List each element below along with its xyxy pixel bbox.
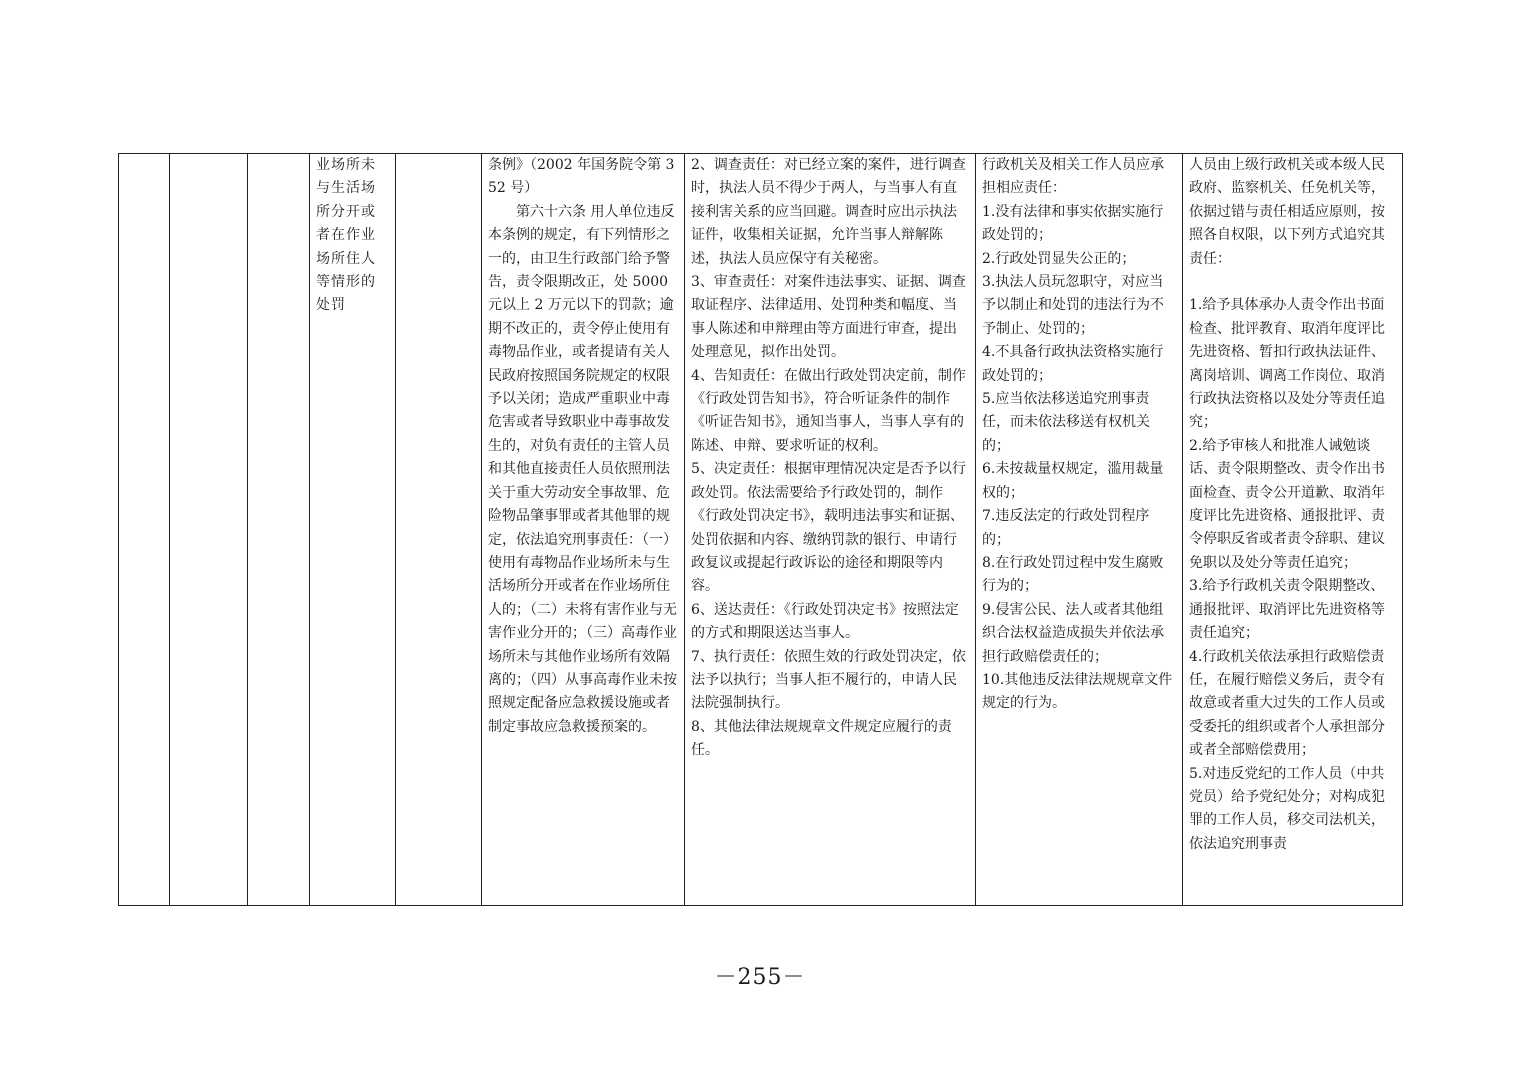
basis-line: 条例》（2002 年国务院令第 352 号）	[488, 157, 675, 197]
basis-article: 第六十六条 用人单位违反本条例的规定，有下列情形之一的，由卫生行政部门给予警告，责令限期改正，处 5000 元以上 2 万元以下的罚款；逾期不改正的，责令停止使用有毒物品作业，或者提请有关人民政府按照国务院规定的权限予以关闭；造成严重职业中毒危害或者导致职业中毒事故发生的，对负有责任的主管人员和其他直接责任人员依照刑法关于重大劳动安全事故罪、危险物品肇事罪或者其他罪的规定，依法追究刑事责任：（一）使用有毒物品作业场所未与生活场所分开或者在作业场所住人的；（二）未将有害作业与无害作业分开的；（三）高毒作业场所未与其他作业场所有效隔离的；（四）从事高毒作业未按照规定配备应急救援设施或者制定事故应急救援预案的。	[488, 203, 677, 735]
responsibility-item: 8、其他法律法规规章文件规定应履行的责任。	[691, 718, 952, 759]
penalty-item: 4.行政机关依法承担行政赔偿责任，在履行赔偿义务后，责令有故意或者重大过失的工作人员或受委托的组织或者个人承担部分或者全部赔偿费用；	[1189, 648, 1385, 759]
blank-line	[1189, 271, 1396, 294]
cell-accountability-situations	[976, 154, 1183, 906]
cell-responsibilities	[685, 154, 976, 906]
penalty-item: 3.给予行政机关责令限期整改、通报批评、取消评比先进资格等责任追究；	[1189, 578, 1385, 642]
accountability-item: 7.违反法定的行政处罚程序的；	[982, 508, 1150, 548]
accountability-item: 9.侵害公民、法人或者其他组织合法权益造成损失并依法承担行政赔偿责任的；	[982, 601, 1164, 665]
cell-legal-basis	[482, 154, 685, 906]
responsibility-item: 2、调查责任：对已经立案的案件，进行调查时，执法人员不得少于两人，与当事人有直接利害关系的应当回避。调查时应出示执法证件，收集相关证据，允许当事人辩解陈述，执法人员应保守有关秘密。	[691, 157, 966, 267]
accountability-intro: 行政机关及相关工作人员应承担相应责任：	[982, 157, 1164, 197]
responsibility-table	[118, 153, 1403, 906]
responsibility-item: 7、执行责任：依照生效的行政处罚决定，依法予以执行；当事人拒不履行的，申请人民法院强制执行。	[691, 648, 966, 712]
responsibility-item: 5、决定责任：根据审理情况决定是否予以行政处罚。依法需要给予行政处罚的，制作《行政处罚决定书》，载明违法事实和证据、处罚依据和内容、缴纳罚款的银行、申请行政复议或提起行政诉讼的途径和期限等内容。	[691, 461, 966, 595]
penalty-item: 5.对违反党纪的工作人员（中共党员）给予党纪处分；对构成犯罪的工作人员，移交司法机关，依法追究刑事责	[1189, 765, 1385, 852]
accountability-item: 10.其他违反法律法规规章文件规定的行为。	[982, 671, 1173, 712]
cell-col1	[119, 154, 170, 906]
accountability-item: 6.未按裁量权规定，滥用裁量权的；	[982, 461, 1164, 501]
responsibility-item: 3、审查责任：对案件违法事实、证据、调查取证程序、法律适用、处罚种类和幅度、当事人陈述和申辩理由等方面进行审查，提出处理意见，拟作出处罚。	[691, 274, 966, 361]
responsibility-item: 6、送达责任：《行政处罚决定书》按照法定的方式和期限送达当事人。	[691, 601, 959, 642]
accountability-item: 3.执法人员玩忽职守，对应当予以制止和处罚的违法行为不予制止、处罚的；	[982, 274, 1164, 337]
accountability-item: 1.没有法律和事实依据实施行政处罚的；	[982, 203, 1164, 244]
penalty-item: 1.给予具体承办人责令作出书面检查、批评教育、取消年度评比先进资格、暂扣行政执法证件、离岗培训、调离工作岗位、取消行政执法资格以及处分等责任追究；	[1189, 297, 1385, 431]
penalty-intro: 人员由上级行政机关或本级人民政府、监察机关、任免机关等，依据过错与责任相适应原则，按照各自权限，以下列方式追究其责任：	[1189, 157, 1385, 267]
cell-item-name: 业场所未与生活场所分开或者在作业场所住人等情形的处罚	[310, 154, 396, 906]
page-number: －255－	[714, 965, 806, 990]
accountability-item: 8.在行政处罚过程中发生腐败行为的；	[982, 554, 1164, 595]
accountability-item: 4.不具备行政执法资格实施行政处罚的；	[982, 344, 1164, 384]
cell-col3	[248, 154, 310, 906]
penalty-item: 2.给予审核人和批准人诫勉谈话、责令限期整改、责令作出书面检查、责令公开道歉、取消年度评比先进资格、通报批评、责令停职反省或者责令辞职、建议免职以及处分等责任追究；	[1189, 437, 1385, 571]
accountability-item: 5.应当依法移送追究刑事责任，而未依法移送有权机关的；	[982, 391, 1150, 454]
cell-col2	[170, 154, 248, 906]
cell-accountability-measures	[1183, 154, 1403, 906]
cell-col5	[396, 154, 482, 906]
accountability-item: 2.行政处罚显失公正的；	[982, 250, 1136, 267]
responsibility-item: 4、告知责任：在做出行政处罚决定前，制作《行政处罚告知书》，符合听证条件的制作《听证告知书》，通知当事人，当事人享有的陈述、申辩、要求听证的权利。	[691, 367, 966, 454]
table-row	[119, 154, 1403, 906]
